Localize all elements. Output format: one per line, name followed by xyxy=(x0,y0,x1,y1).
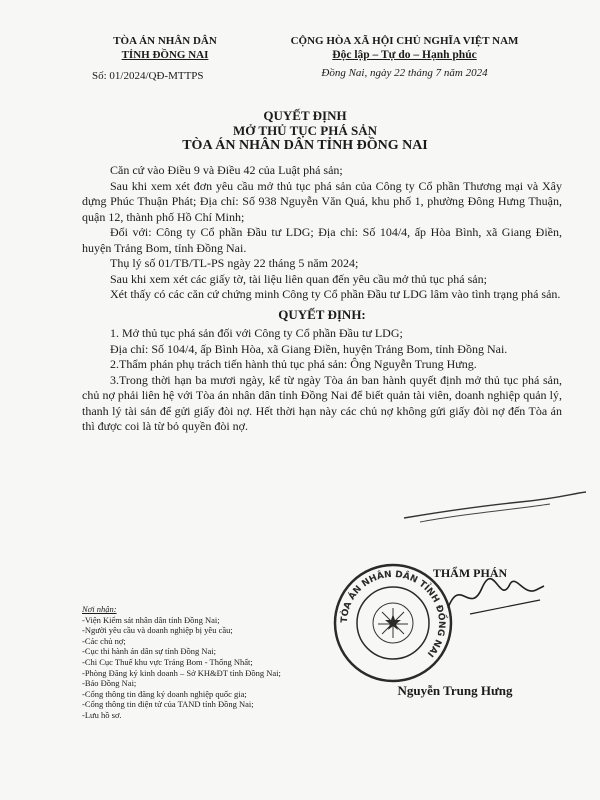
decision-item-1-address: Địa chỉ: Số 104/4, ấp Bình Hòa, xã Giang Điền, huyện Trảng Bom, tỉnh Đồng Nai. xyxy=(110,341,508,356)
decision-heading: QUYẾT ĐỊNH: xyxy=(278,306,366,322)
recipient-item: -Cục thi hành án dân sự tỉnh Đồng Nai; xyxy=(82,646,216,657)
decision-item-3: 3.Trong thời hạn ba mươi ngày, kể từ ngày Tòa án ban hành quyết định mở thủ tục phá sản, chủ nợ phải liên hệ với Tòa án nhân dân tỉnh Đồng Nai để biết quản tài viên, doanh nghiệp quản lý, thanh lý tài sản để gửi giấy đòi nợ. Hết thời hạn này các chủ nợ không gửi giấy đòi nợ đến Tòa án thì được coi là từ bỏ quyền đòi nợ. xyxy=(82,372,562,433)
signer-title: THẨM PHÁN xyxy=(432,566,508,580)
court-name: TÒA ÁN NHÂN DÂN xyxy=(113,35,217,47)
finding-paragraph: Xét thấy có các căn cứ chứng minh Công ty Cổ phần Đầu tư LDG lâm vào tình trạng phá sản. xyxy=(110,287,561,301)
national-header xyxy=(262,34,547,80)
review-paragraph: Sau khi xem xét các giấy tờ, tài liệu liên quan đến yêu cầu mở thủ tục phá sản; xyxy=(110,271,487,286)
recipient-item: -Chi Cục Thuế khu vực Trảng Bom - Thống Nhất; xyxy=(82,656,253,667)
recipients-block xyxy=(82,604,312,721)
recipient-item: -Lưu hồ sơ. xyxy=(82,709,122,720)
respondent-paragraph: Đối với: Công ty Cổ phần Đầu tư LDG; Địa chỉ: Số 104/4, ấp Hòa Bình, xã Giang Điền, huyện Trảng Bom, tỉnh Đồng Nai. xyxy=(82,225,562,255)
document-title xyxy=(60,108,550,153)
title-line-3: TÒA ÁN NHÂN DÂN TỈNH ĐỒNG NAI xyxy=(182,138,428,153)
signer-name: Nguyễn Trung Hưng xyxy=(397,683,513,698)
recipient-item: -Người yêu cầu và doanh nghiệp bị yêu cầu; xyxy=(82,625,233,636)
acceptance-paragraph: Thụ lý số 01/TB/TL-PS ngày 22 tháng 5 năm 2024; xyxy=(110,256,359,270)
recipients-label: Nơi nhận: xyxy=(82,604,117,614)
recipient-item: -Báo Đồng Nai; xyxy=(82,678,137,689)
recipient-item: -Cổng thông tin đăng ký doanh nghiệp quốc gia; xyxy=(82,688,247,699)
national-motto: Độc lập – Tự do – Hạnh phúc xyxy=(332,49,477,61)
issuer-block xyxy=(60,34,270,62)
recipient-item: -Cổng thông tin điện tử của TAND tỉnh Đồng Nai; xyxy=(82,699,254,710)
title-line-1: QUYẾT ĐỊNH xyxy=(263,108,347,123)
recipient-item: -Viện Kiểm sát nhân dân tỉnh Đồng Nai; xyxy=(82,614,220,625)
nation-name: CỘNG HÒA XÃ HỘI CHỦ NGHĨA VIỆT NAM xyxy=(290,35,519,47)
recipient-item: -Phòng Đăng ký kinh doanh – Sở KH&ĐT tỉnh Đồng Nai; xyxy=(82,667,281,678)
title-line-2: MỞ THỦ TỤC PHÁ SẢN xyxy=(233,123,377,138)
document-number: Số: 01/2024/QĐ-MTTPS xyxy=(92,70,204,82)
petition-paragraph: Sau khi xem xét đơn yêu cầu mở thủ tục phá sản của Công ty Cổ phần Thương mại và Xây dựng Phúc Thuận Phát; Địa chỉ: Số 938 Nguyễn Văn Quá, khu phố 1, phường Đông Hưng Thuận, quận 12, thành phố Hồ Chí Minh; xyxy=(82,178,562,224)
recipient-item: -Các chủ nợ; xyxy=(82,635,126,646)
decision-item-1: 1. Mở thủ tục phá sản đối với Công ty Cổ phần Đầu tư LDG; xyxy=(110,326,403,340)
recipients-list xyxy=(82,615,312,721)
court-province: TỈNH ĐỒNG NAI xyxy=(121,49,209,61)
pen-mark xyxy=(400,488,590,528)
svg-text:TÒA ÁN NHÂN DÂN TỈNH ĐỒNG NAI: TÒA ÁN NHÂN DÂN TỈNH ĐỒNG NAI xyxy=(339,569,447,659)
place-date: Đồng Nai, ngày 22 tháng 7 năm 2024 xyxy=(321,67,488,79)
decision-item-2: 2.Thẩm phán phụ trách tiến hành thủ tục phá sản: Ông Nguyễn Trung Hưng. xyxy=(110,357,477,371)
legal-basis: Căn cứ vào Điều 9 và Điều 42 của Luật phá sản; xyxy=(110,163,343,177)
document-body xyxy=(82,163,562,435)
